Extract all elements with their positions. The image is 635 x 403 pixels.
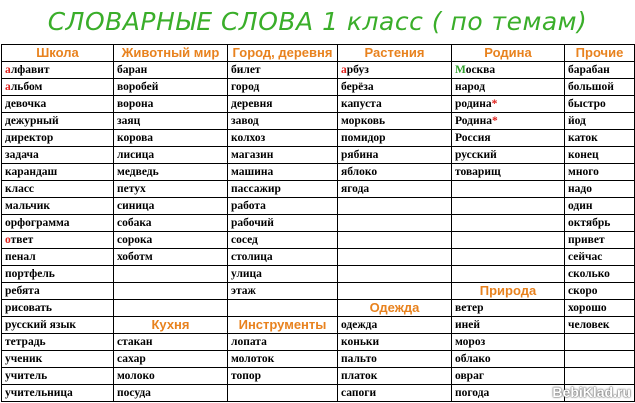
word-cell xyxy=(228,232,338,249)
word-cell xyxy=(2,249,114,266)
table-row xyxy=(2,283,635,300)
word-fragment: улица xyxy=(231,268,262,280)
word-cell xyxy=(565,62,635,79)
word-fragment: морковь xyxy=(341,115,386,127)
word-fragment: русский язык xyxy=(5,319,77,331)
word-cell xyxy=(452,130,565,147)
word-fragment: октябрь xyxy=(568,217,611,229)
word-fragment: хорошо xyxy=(568,302,607,314)
word-cell xyxy=(452,232,565,249)
table-row xyxy=(2,368,635,385)
word-cell xyxy=(114,351,228,368)
word-cell xyxy=(452,317,565,334)
watermark: BebiKlad.ru xyxy=(552,384,631,400)
word-cell xyxy=(565,164,635,181)
word-cell xyxy=(565,232,635,249)
word-fragment: класс xyxy=(5,183,35,195)
word-fragment: М xyxy=(455,64,466,76)
word-cell xyxy=(228,62,338,79)
word-fragment: ученик xyxy=(5,353,43,365)
table-row xyxy=(2,79,635,96)
word-fragment: баран xyxy=(117,64,148,76)
column-header: Город, деревня xyxy=(228,45,338,62)
word-fragment: народ xyxy=(455,81,486,93)
word-cell xyxy=(452,96,565,113)
word-cell xyxy=(2,368,114,385)
table-row xyxy=(2,181,635,198)
word-fragment: рябина xyxy=(341,149,379,161)
word-cell xyxy=(114,266,228,283)
word-cell xyxy=(338,113,452,130)
section-header: Одежда xyxy=(338,300,452,317)
word-cell xyxy=(565,300,635,317)
word-cell xyxy=(452,181,565,198)
word-fragment: собака xyxy=(117,217,152,229)
word-cell xyxy=(565,266,635,283)
word-cell xyxy=(338,351,452,368)
word-cell xyxy=(114,368,228,385)
word-cell xyxy=(338,198,452,215)
word-fragment: * xyxy=(491,115,498,127)
word-cell xyxy=(228,164,338,181)
word-cell xyxy=(114,232,228,249)
word-cell xyxy=(452,300,565,317)
table-row xyxy=(2,147,635,164)
table-row xyxy=(2,334,635,351)
word-cell xyxy=(565,249,635,266)
word-fragment: дежурный xyxy=(5,115,59,127)
word-cell xyxy=(338,79,452,96)
word-cell xyxy=(2,181,114,198)
word-cell xyxy=(2,300,114,317)
word-cell xyxy=(452,113,565,130)
word-fragment: мальчик xyxy=(5,200,51,212)
table-row xyxy=(2,164,635,181)
word-cell xyxy=(228,385,338,402)
word-cell xyxy=(228,147,338,164)
word-cell xyxy=(2,198,114,215)
word-fragment: рабочий xyxy=(231,217,274,229)
word-cell xyxy=(2,130,114,147)
word-cell xyxy=(228,181,338,198)
word-cell xyxy=(114,164,228,181)
table-row xyxy=(2,198,635,215)
word-cell xyxy=(228,79,338,96)
section-header: Инструменты xyxy=(228,317,338,334)
word-cell xyxy=(114,113,228,130)
word-cell xyxy=(452,249,565,266)
vocabulary-table xyxy=(1,44,635,402)
word-cell xyxy=(565,334,635,351)
word-fragment: молоток xyxy=(231,353,275,365)
word-fragment: йод xyxy=(568,115,586,127)
word-fragment: барабан xyxy=(568,64,610,76)
word-cell xyxy=(452,266,565,283)
word-cell xyxy=(114,181,228,198)
word-fragment: конец xyxy=(568,149,599,161)
word-fragment: привет xyxy=(568,234,605,246)
column-header: Животный мир xyxy=(114,45,228,62)
word-fragment: колхоз xyxy=(231,132,266,144)
word-fragment: девочка xyxy=(5,98,47,110)
word-cell xyxy=(2,385,114,402)
word-cell xyxy=(114,62,228,79)
word-cell xyxy=(338,368,452,385)
word-cell xyxy=(565,283,635,300)
column-header: Родина xyxy=(452,45,565,62)
word-fragment: портфель xyxy=(5,268,55,280)
word-cell xyxy=(2,317,114,334)
word-fragment: скоро xyxy=(568,285,598,297)
table-row xyxy=(2,317,635,334)
word-fragment: * xyxy=(491,98,498,110)
word-fragment: коньки xyxy=(341,336,380,348)
word-fragment: лисица xyxy=(117,149,155,161)
word-fragment: пальто xyxy=(341,353,377,365)
word-cell xyxy=(2,266,114,283)
header-row xyxy=(2,45,635,62)
word-fragment: город xyxy=(231,81,260,93)
word-cell xyxy=(338,181,452,198)
word-cell xyxy=(452,215,565,232)
word-fragment: заяц xyxy=(117,115,141,127)
word-cell xyxy=(338,96,452,113)
word-cell xyxy=(228,334,338,351)
word-cell xyxy=(114,147,228,164)
table-row xyxy=(2,96,635,113)
word-cell xyxy=(338,164,452,181)
word-cell xyxy=(114,130,228,147)
word-cell xyxy=(452,368,565,385)
word-cell xyxy=(114,249,228,266)
word-fragment: капуста xyxy=(341,98,382,110)
column-header: Растения xyxy=(338,45,452,62)
table-row xyxy=(2,300,635,317)
table-row xyxy=(2,385,635,402)
word-cell xyxy=(565,130,635,147)
column-header: Школа xyxy=(2,45,114,62)
word-fragment: одежда xyxy=(341,319,378,331)
word-fragment: синица xyxy=(117,200,155,212)
word-fragment: сосед xyxy=(231,234,258,246)
word-cell xyxy=(452,79,565,96)
word-fragment: орфограмма xyxy=(5,217,70,229)
word-fragment: один xyxy=(568,200,593,212)
word-cell xyxy=(338,283,452,300)
word-cell xyxy=(452,334,565,351)
word-cell xyxy=(228,351,338,368)
word-cell xyxy=(2,283,114,300)
table-row xyxy=(2,266,635,283)
word-fragment: рисовать xyxy=(5,302,52,314)
word-cell xyxy=(2,113,114,130)
word-fragment: рбуз xyxy=(346,64,369,76)
table-row xyxy=(2,249,635,266)
word-fragment: ягода xyxy=(341,183,370,195)
word-cell xyxy=(2,96,114,113)
word-cell xyxy=(565,147,635,164)
word-fragment: родина xyxy=(455,98,492,110)
word-cell xyxy=(228,368,338,385)
table-row xyxy=(2,113,635,130)
word-fragment: задача xyxy=(5,149,39,161)
word-fragment: сейчас xyxy=(568,251,603,263)
word-fragment: яблоко xyxy=(341,166,378,178)
section-header: Кухня xyxy=(114,317,228,334)
word-fragment: сахар xyxy=(117,353,146,365)
column-header: Прочие xyxy=(565,45,635,62)
word-fragment: много xyxy=(568,166,599,178)
word-cell xyxy=(114,334,228,351)
word-fragment: овраг xyxy=(455,370,485,382)
table-row xyxy=(2,62,635,79)
word-fragment: лопата xyxy=(231,336,267,348)
word-cell xyxy=(338,232,452,249)
word-cell xyxy=(228,249,338,266)
word-fragment: человек xyxy=(568,319,610,331)
word-cell xyxy=(452,198,565,215)
word-fragment: надо xyxy=(568,183,592,195)
word-cell xyxy=(338,249,452,266)
word-fragment: завод xyxy=(231,115,259,127)
word-fragment: товарищ xyxy=(455,166,501,178)
page-title: СЛОВАРНЫЕ СЛОВА 1 класс ( по темам) xyxy=(47,7,588,36)
word-cell xyxy=(338,334,452,351)
word-fragment: этаж xyxy=(231,285,256,297)
word-fragment: стакан xyxy=(117,336,153,348)
table-row xyxy=(2,351,635,368)
word-cell xyxy=(452,164,565,181)
word-fragment: сапоги xyxy=(341,387,377,399)
word-fragment: карандаш xyxy=(5,166,58,178)
word-fragment: русский xyxy=(455,149,497,161)
word-fragment: быстро xyxy=(568,98,606,110)
word-fragment: твет xyxy=(10,234,34,246)
word-fragment: тетрадь xyxy=(5,336,46,348)
word-fragment: платок xyxy=(341,370,378,382)
word-fragment: корова xyxy=(117,132,154,144)
word-fragment: хоботм xyxy=(117,251,153,263)
word-cell xyxy=(228,215,338,232)
word-cell xyxy=(2,62,114,79)
word-cell xyxy=(228,113,338,130)
word-cell xyxy=(2,351,114,368)
word-fragment: ворона xyxy=(117,98,154,110)
word-fragment: ребята xyxy=(5,285,40,297)
word-fragment: помидор xyxy=(341,132,386,144)
word-cell xyxy=(452,62,565,79)
word-fragment: петух xyxy=(117,183,146,195)
word-cell xyxy=(565,351,635,368)
word-fragment: берёза xyxy=(341,81,374,93)
word-cell xyxy=(114,79,228,96)
table-row xyxy=(2,130,635,147)
word-cell xyxy=(228,96,338,113)
word-fragment: билет xyxy=(231,64,261,76)
word-cell xyxy=(2,232,114,249)
word-cell xyxy=(228,266,338,283)
word-fragment: большой xyxy=(568,81,614,93)
word-cell xyxy=(228,300,338,317)
word-cell xyxy=(114,300,228,317)
word-fragment: мороз xyxy=(455,336,486,348)
word-cell xyxy=(338,385,452,402)
word-fragment: молоко xyxy=(117,370,155,382)
word-cell xyxy=(565,317,635,334)
word-fragment: погода xyxy=(455,387,490,399)
word-fragment: воробей xyxy=(117,81,159,93)
word-fragment: пассажир xyxy=(231,183,281,195)
word-cell xyxy=(338,266,452,283)
word-fragment: медведь xyxy=(117,166,159,178)
word-cell xyxy=(114,385,228,402)
word-cell xyxy=(565,113,635,130)
word-cell xyxy=(452,351,565,368)
word-fragment: директор xyxy=(5,132,54,144)
word-fragment: каток xyxy=(568,132,598,144)
word-cell xyxy=(338,147,452,164)
word-fragment: посуда xyxy=(117,387,151,399)
word-fragment: ветер xyxy=(455,302,484,314)
word-cell xyxy=(114,215,228,232)
word-cell xyxy=(452,385,565,402)
word-fragment: работа xyxy=(231,200,266,212)
table-row xyxy=(2,215,635,232)
section-header: Природа xyxy=(452,283,565,300)
word-fragment: машина xyxy=(231,166,274,178)
word-fragment: лфавит xyxy=(10,64,50,76)
word-cell xyxy=(228,283,338,300)
word-fragment: деревня xyxy=(231,98,273,110)
word-cell xyxy=(338,130,452,147)
word-fragment: льбом xyxy=(10,81,43,93)
word-cell xyxy=(565,181,635,198)
word-fragment: о xyxy=(5,234,11,246)
word-fragment: Родина xyxy=(455,115,492,127)
word-cell xyxy=(565,79,635,96)
word-fragment: сколько xyxy=(568,268,610,280)
word-fragment: а xyxy=(5,81,11,93)
word-cell xyxy=(2,79,114,96)
word-cell xyxy=(2,147,114,164)
word-cell xyxy=(565,198,635,215)
word-fragment: топор xyxy=(231,370,262,382)
word-fragment: иней xyxy=(455,319,480,331)
word-cell xyxy=(338,62,452,79)
word-fragment: а xyxy=(5,64,11,76)
table-body xyxy=(2,62,635,402)
word-cell xyxy=(338,215,452,232)
word-cell xyxy=(2,215,114,232)
word-fragment: пенал xyxy=(5,251,36,263)
word-fragment: столица xyxy=(231,251,273,263)
word-fragment: осква xyxy=(465,64,496,76)
word-cell xyxy=(114,96,228,113)
word-cell xyxy=(114,198,228,215)
word-cell xyxy=(565,368,635,385)
word-cell xyxy=(452,147,565,164)
word-cell xyxy=(565,96,635,113)
word-cell xyxy=(228,198,338,215)
word-fragment: а xyxy=(341,64,347,76)
word-cell xyxy=(228,130,338,147)
word-fragment: Россия xyxy=(455,132,491,144)
word-fragment: сорока xyxy=(117,234,153,246)
word-cell xyxy=(2,334,114,351)
word-fragment: облако xyxy=(455,353,491,365)
word-fragment: учитель xyxy=(5,370,48,382)
word-cell xyxy=(338,317,452,334)
word-cell xyxy=(114,283,228,300)
word-fragment: учительница xyxy=(5,387,73,399)
word-cell xyxy=(2,164,114,181)
table-row xyxy=(2,232,635,249)
word-fragment: магазин xyxy=(231,149,274,161)
word-cell xyxy=(565,215,635,232)
